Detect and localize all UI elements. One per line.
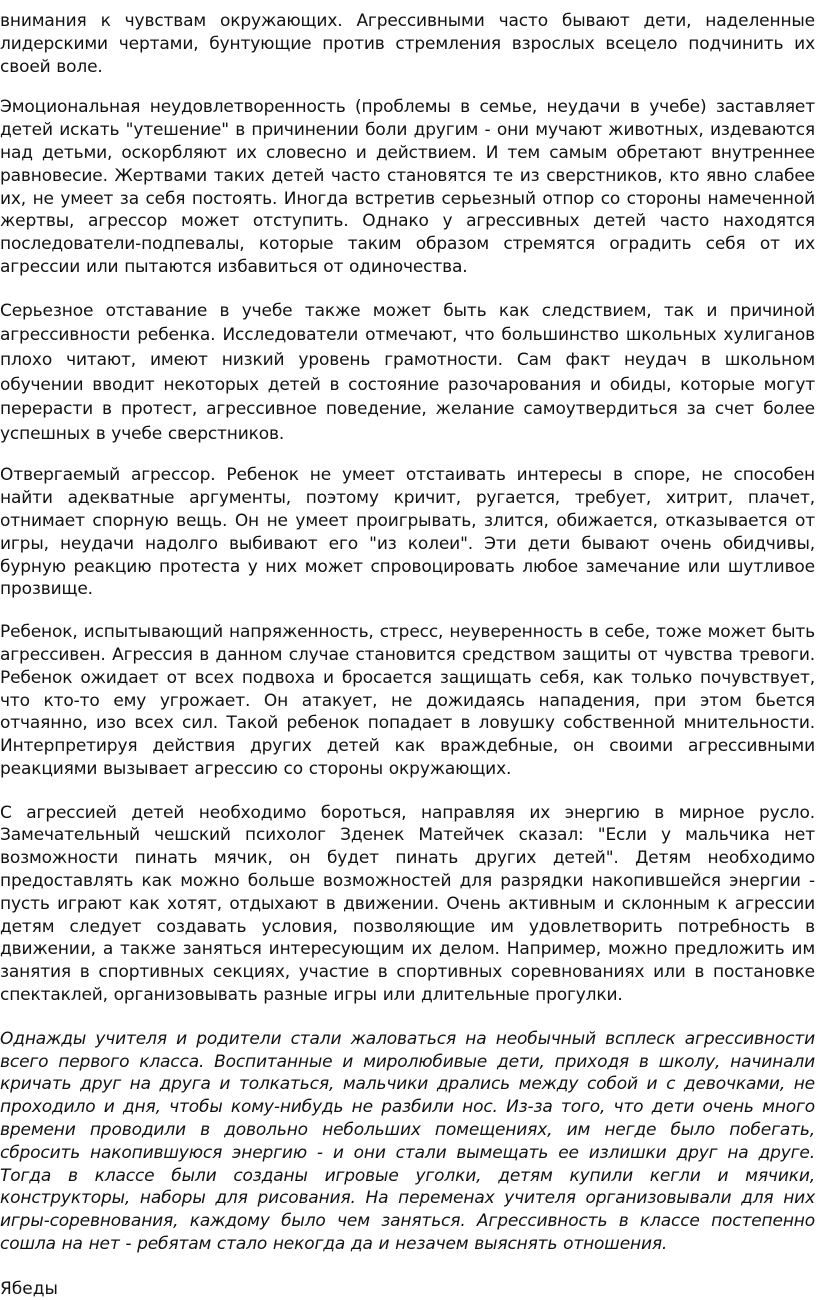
paragraph-first-grade-example: Однажды учителя и родители стали жаловаться на необычный всплеск агрессивности всего первого класса. Воспитанные и миролюбивые дети, приходя в школу, начинали кричать друг на друга и толкаться, мальчики дрались между собой и с девочками, не проходило и дня, чтобы кому-нибудь не разбили нос. Из-за того, что дети очень много времени проводили в довольно небольших помещениях, им негде было побегать, сбросить накопившуюся энергию - и они стали вымещать ее излишки друг на друге. Тогда в классе были созданы игровые уголки, детям купили кегли и мячики, конструкторы, наборы для рисования. На переменах учителя организовывали для них игры-соревнования, каждому было чем заняться. Агрессивность в классе постепенно сошла на нет - ребятам стало некогда да и незачем выяснять отношения. bbox=[0, 1028, 815, 1255]
paragraph-anxious-child: Ребенок, испытывающий напряженность, стресс, неуверенность в себе, тоже может быть агрессивен. Агрессия в данном случае становится средством защиты от чувства тревоги. Ребенок ожидает от всех подвоха и бросается защищать себя, как только почувствует, что кто-то ему угрожает. Он атакует, не дожидаясь нападения, при этом бьется отчаянно, изо всех сил. Такой ребенок попадает в ловушку собственной мнительности. Интерпретируя действия других детей как враждебные, он своими агрессивными реакциями вызывает агрессию со стороны окружающих. bbox=[0, 622, 815, 779]
paragraph-aggression-leaders: внимания к чувствам окружающих. Агрессивными часто бывают дети, наделенные лидерскими чертами, бунтующие против стремления взрослых всецело подчинить их своей воле. bbox=[0, 11, 815, 77]
paragraph-school-failure: Серьезное отставание в учебе также может быть как следствием, так и причиной агрессивности ребенка. Исследователи отмечают, что большинство школьных хулиганов плохо читают, имеют низкий уровень грамотности. Сам факт неудач в школьном обучении вводит некоторых детей в состояние разочарования и обиды, которые могут перерасти в протест, агрессивное поведение, желание самоутвердиться за счет более успешных в учебе сверстников. bbox=[0, 300, 815, 444]
paragraph-redirect-energy: С агрессией детей необходимо бороться, направляя их энергию в мирное русло. Замечательный чешский психолог Зденек Матейчек сказал: "Если у мальчика нет возможности пинать мячик, он будет пинать других детей". Детям необходимо предоставлять как можно больше возможностей для разрядки накопившейся энергии - пусть играют как хотят, отдыхают в движении. Очень активным и склонным к агрессии детям следует создавать условия, позволяющие им удовлетворить потребность в движении, а также заняться интересующим их делом. Например, можно предложить им занятия в спортивных секциях, участие в спортивных соревнованиях или в постановке спектаклей, организовывать разные игры или длительные прогулки. bbox=[0, 802, 815, 1006]
paragraph-emotional-dissatisfaction: Эмоциональная неудовлетворенность (проблемы в семье, неудачи в учебе) заставляет детей искать "утешение" в причинении боли другим - они мучают животных, издеваются над детьми, оскорбляют их словесно и действием. И тем самым обретают внутреннее равновесие. Жертвами таких детей часто становятся те из сверстников, кто явно слабее их, не умеет за себя постоять. Иногда встретив серьезный отпор со стороны намеченной жертвы, агрессор может отступить. Однако у агрессивных детей часто находятся последователи-подпевалы, которые таким образом стремятся оградить себя от их агрессии или пытаются избавиться от одиночества. bbox=[0, 97, 815, 277]
section-heading: Ябеды bbox=[0, 1278, 58, 1299]
paragraph-rejected-aggressor: Отвергаемый агрессор. Ребенок не умеет отстаивать интересы в споре, не способен найти адекватные аргументы, поэтому кричит, ругается, требует, хитрит, плачет, отнимает спорную вещь. Он не умеет проигрывать, злится, обижается, отказывается от игры, неудачи надолго выбивают его "из колеи". Эти дети бывают очень обидчивы, бурную реакцию протеста у них может спровоцировать любое замечание или шутливое прозвище. bbox=[0, 465, 815, 600]
